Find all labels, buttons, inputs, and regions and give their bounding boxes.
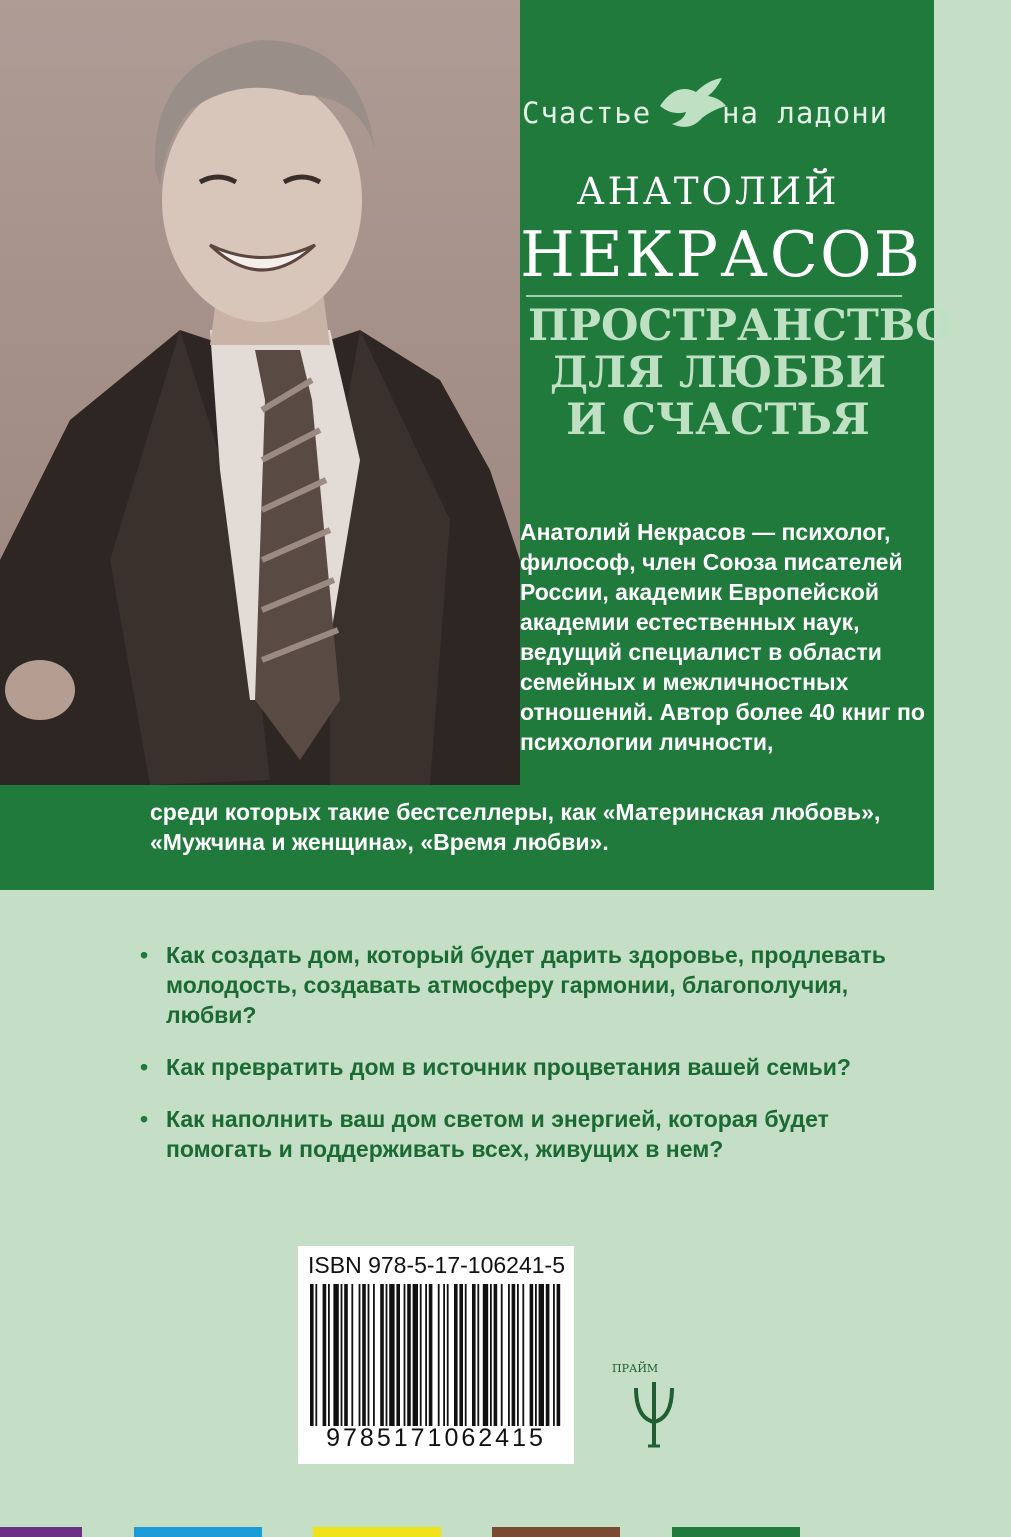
- barcode-bar: [389, 1284, 394, 1426]
- barcode-bar: [351, 1284, 353, 1426]
- book-title-line: И СЧАСТЬЯ: [566, 395, 870, 445]
- barcode-bar: [535, 1284, 537, 1426]
- barcode-bar: [530, 1284, 534, 1426]
- barcode-bar: [359, 1284, 361, 1426]
- barcode: [308, 1284, 564, 1426]
- barcode-bar: [425, 1284, 427, 1426]
- barcode-bar: [373, 1284, 375, 1426]
- author-bio-part-2: среди которых такие бестселлеры, как «Материнская любовь», «Мужчина и женщина», «Время любви».: [150, 799, 881, 855]
- barcode-bar: [438, 1284, 440, 1426]
- series-logo: [522, 96, 922, 140]
- barcode-bar: [494, 1284, 498, 1426]
- barcode-bar: [328, 1284, 330, 1426]
- barcode-bar: [404, 1284, 406, 1426]
- list-item: [140, 1052, 940, 1082]
- series-name-left: Счастье: [522, 96, 652, 130]
- author-portrait-illustration: [0, 0, 520, 785]
- publisher-name: ПРАЙМ: [612, 1362, 659, 1375]
- bullet-icon: •: [140, 942, 149, 968]
- book-title-line: ПРОСТРАНСТВО: [528, 301, 953, 351]
- barcode-bar: [454, 1284, 458, 1426]
- book-title: [528, 301, 953, 445]
- barcode-bar: [323, 1284, 327, 1426]
- color-strip: [672, 1527, 800, 1537]
- barcode-bar: [368, 1284, 370, 1426]
- isbn-barcode-block: [298, 1246, 574, 1464]
- barcode-bar: [483, 1284, 488, 1426]
- question-text: Как превратить дом в источник процветания вашей семьи?: [166, 1054, 851, 1080]
- barcode-bar: [420, 1284, 422, 1426]
- barcode-bar: [386, 1284, 388, 1426]
- author-photo: [0, 0, 520, 785]
- author-bio-part-1: Анатолий Некрасов — психолог, философ, член Союза писателей России, академик Европейской академии естественных наук, ведущий специалист в области семейных и межличностных отношений. Автор более 40 книг по психологии личности,: [520, 519, 925, 755]
- barcode-bar: [341, 1284, 343, 1426]
- barcode-bar: [407, 1284, 411, 1426]
- barcode-bar: [396, 1284, 400, 1426]
- barcode-bar: [310, 1284, 314, 1426]
- color-strip: [134, 1527, 262, 1537]
- list-item: [140, 940, 940, 1030]
- barcode-bar: [429, 1284, 433, 1426]
- barcode-bar: [553, 1284, 555, 1426]
- barcode-bar: [501, 1284, 503, 1426]
- barcode-bar: [517, 1284, 519, 1426]
- barcode-bar: [344, 1284, 348, 1426]
- barcode-bar: [413, 1284, 418, 1426]
- color-strip: [492, 1527, 620, 1537]
- book-title-line: ДЛЯ ЛЮБВИ: [549, 348, 887, 398]
- barcode-bar: [522, 1284, 524, 1426]
- hand-dove-icon: [656, 76, 728, 136]
- barcode-bar: [447, 1284, 449, 1426]
- series-name-right: на ладони: [722, 96, 889, 130]
- list-item: [140, 1104, 940, 1164]
- barcode-bar: [490, 1284, 492, 1426]
- bullet-icon: •: [140, 1106, 149, 1132]
- isbn-label: ISBN 978-5-17-106241-5: [308, 1252, 565, 1278]
- barcode-bar: [539, 1284, 544, 1426]
- question-text: Как создать дом, который будет дарить здоровье, продлевать молодость, создавать атмосферу гармонии, благополучия, любви?: [166, 942, 886, 1028]
- barcode-bar: [512, 1284, 516, 1426]
- barcode-bar: [362, 1284, 366, 1426]
- barcode-bar: [557, 1284, 561, 1426]
- barcode-bar: [443, 1284, 445, 1426]
- barcode-digits: 9785171062415: [326, 1424, 546, 1452]
- author-last-name: НЕКРАСОВ: [520, 218, 922, 291]
- question-text: Как наполнить ваш дом светом и энергией, которая будет помогать и поддерживать всех, живущих в нем?: [166, 1106, 829, 1162]
- barcode-bar: [472, 1284, 476, 1426]
- barcode-bar: [546, 1284, 550, 1426]
- barcode-bar: [315, 1284, 317, 1426]
- barcode-bar: [459, 1284, 463, 1426]
- barcode-bar: [380, 1284, 384, 1426]
- barcode-bar: [508, 1284, 510, 1426]
- barcode-bar: [465, 1284, 467, 1426]
- barcode-bar: [333, 1284, 338, 1426]
- barcode-bar: [477, 1284, 479, 1426]
- question-list: [140, 940, 940, 1186]
- color-strip: [313, 1527, 441, 1537]
- title-divider: [526, 295, 902, 297]
- author-first-name: АНАТОЛИЙ: [576, 170, 840, 213]
- bullet-icon: •: [140, 1054, 149, 1080]
- color-strip: [0, 1527, 82, 1537]
